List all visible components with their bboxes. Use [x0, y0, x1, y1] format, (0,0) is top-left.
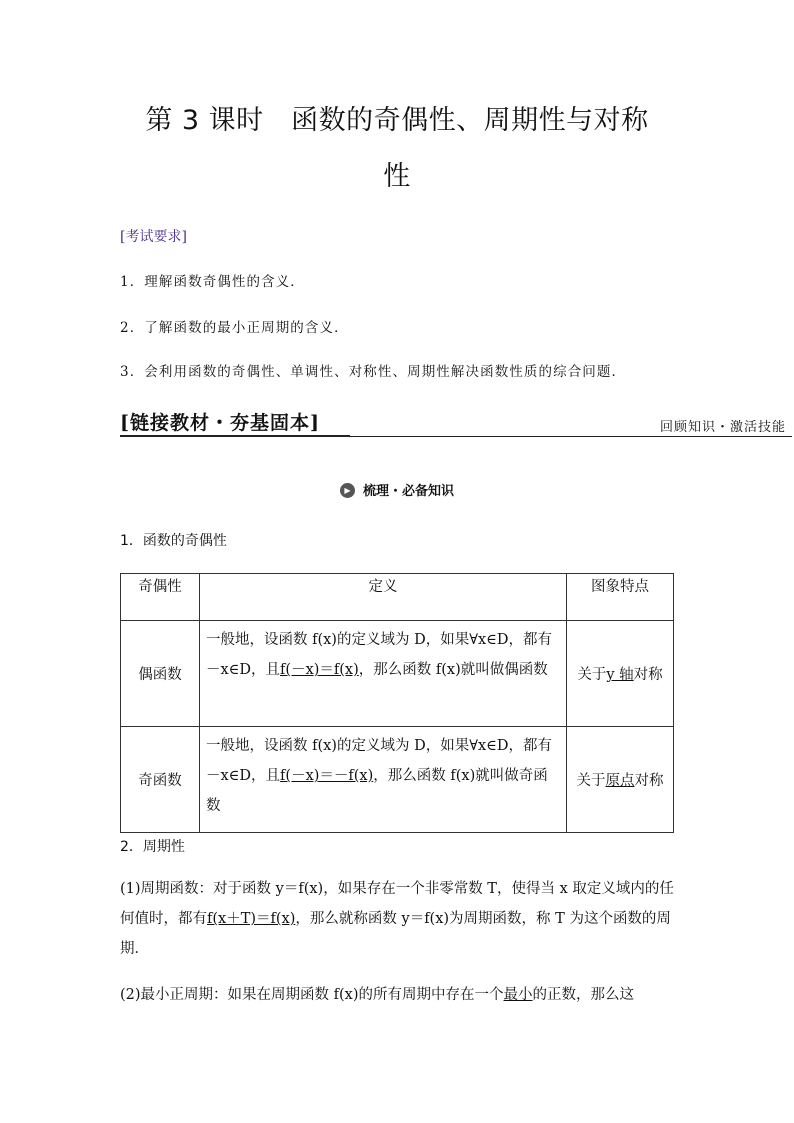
definition-cell — [200, 727, 567, 833]
min-period-paragraph — [120, 980, 676, 1010]
requirement-item: 3．会利用函数的奇偶性、单调性、对称性、周期性解决函数性质的综合问题． — [120, 364, 627, 380]
definition-text: 一般地，设函数 f(x)的定义域为 D，如果∀x∈D，都有－x∈D，且 — [206, 738, 552, 784]
graph-feature-cell — [567, 621, 674, 727]
graph-feature-cell — [567, 727, 674, 833]
pointer-icon: ▶ — [340, 483, 355, 498]
requirement-item: 1．理解函数奇偶性的含义． — [120, 274, 305, 290]
definition-condition: f(－x)＝－f(x) — [280, 768, 374, 784]
feature-text: 对称 — [633, 667, 663, 683]
section-tagline: 回顾知识・激活技能 — [659, 420, 786, 435]
table-header-cell: 图象特点 — [567, 574, 674, 621]
feature-text: 关于 — [576, 773, 606, 789]
function-type-cell: 奇函数 — [121, 727, 200, 833]
feature-key: y 轴 — [606, 667, 634, 683]
paragraph-condition: f(x＋T)＝f(x) — [207, 911, 296, 927]
section-rule — [120, 436, 792, 437]
paragraph-text: ，那么就称函数 y＝f(x)为周期函数，称 T 为这个函数的周期． — [120, 911, 671, 957]
function-type-cell: 偶函数 — [121, 621, 200, 727]
paragraph-text: 的正数，那么这 — [532, 987, 635, 1003]
feature-text: 对称 — [634, 773, 664, 789]
periodicity-heading: 2．周期性 — [120, 839, 185, 855]
requirement-item: 2．了解函数的最小正周期的含义． — [120, 320, 349, 336]
definition-text: ，那么函数 f(x)就叫做奇函数 — [206, 768, 548, 814]
table-row — [121, 727, 674, 833]
table-header-row — [121, 574, 674, 621]
subsection-heading-text: 梳理・必备知识 — [362, 484, 454, 499]
feature-text: 关于 — [577, 667, 607, 683]
page-title-continued: 性 — [383, 161, 411, 192]
table-header-cell: 奇偶性 — [121, 574, 200, 621]
table-row — [121, 621, 674, 727]
definition-text: 一般地，设函数 f(x)的定义域为 D，如果∀x∈D，都有－x∈D，且 — [206, 632, 552, 678]
paragraph-text: (2)最小正周期：如果在周期函数 f(x)的所有周期中存在一个 — [120, 987, 504, 1003]
definition-condition: f(－x)＝f(x) — [280, 662, 359, 678]
definition-cell — [200, 621, 567, 727]
parity-table — [120, 573, 674, 833]
table-header-cell: 定义 — [200, 574, 567, 621]
definition-text: ，那么函数 f(x)就叫做偶函数 — [358, 662, 548, 678]
feature-key: 原点 — [605, 773, 635, 789]
paragraph-text: (1)周期函数：对于函数 y＝f(x)，如果存在一个非零常数 T，使得当 x 取定义域内的任何值时，都有 — [120, 881, 674, 927]
subsection-heading — [0, 480, 794, 499]
page-title: 第 3 课时 函数的奇偶性、周期性与对称 — [145, 105, 649, 136]
section-heading: [链接教材・夯基固本] — [120, 412, 320, 434]
periodic-function-paragraph — [120, 874, 676, 964]
paragraph-condition: 最小 — [503, 987, 533, 1003]
exam-requirements-tag: [考试要求] — [120, 229, 187, 245]
parity-heading: 1．函数的奇偶性 — [120, 533, 227, 549]
